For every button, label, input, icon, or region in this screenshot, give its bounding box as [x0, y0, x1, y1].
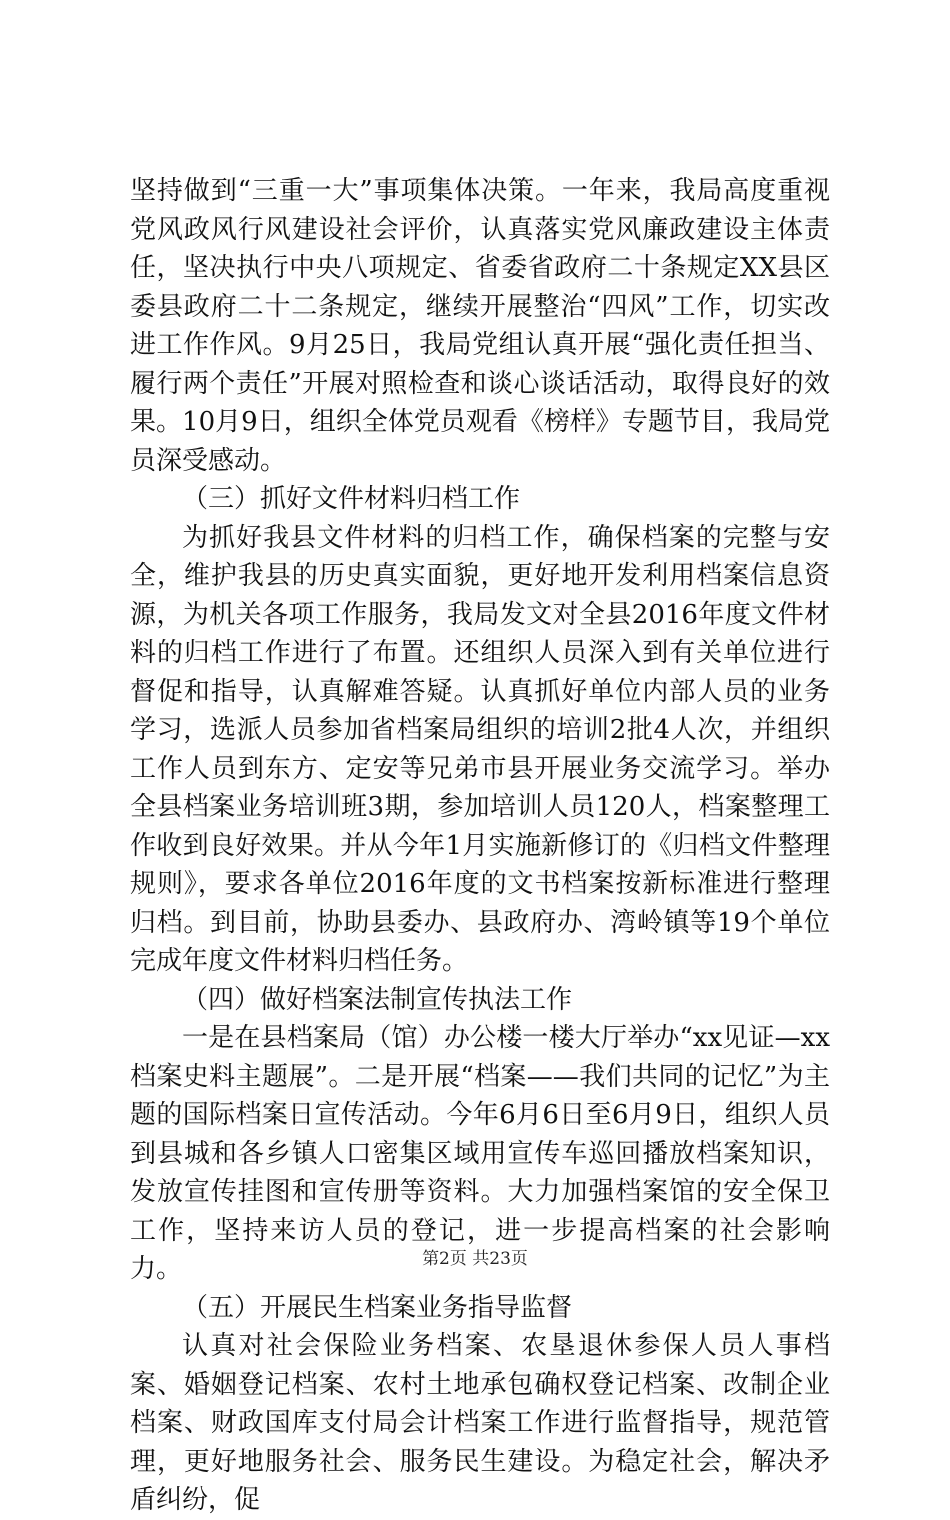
page-number-footer: 第2页 共23页: [422, 1249, 528, 1269]
document-body: [130, 172, 830, 1520]
paragraph-livelihood: 认真对社会保险业务档案、农垦退休参保人员人事档案、婚姻登记档案、农村土地承包确权登记档案、改制企业档案、财政国库支付局会计档案工作进行监督指导，规范管理，更好地服务社会、服务民生建设。为稳定社会，解决矛盾纠纷，促: [130, 1331, 830, 1515]
section-heading-4: （四）做好档案法制宣传执法工作: [182, 984, 573, 1015]
section-heading-3: （三）抓好文件材料归档工作: [182, 484, 521, 514]
paragraph-publicity: 一是在县档案局（馆）办公楼一楼大厅举办“xx见证—xx档案史料主题展”。二是开展“档案——我们共同的记忆”为主题的国际档案日宣传活动。今年6月6日至6月9日，组织人员到县城和各乡镇人口密集区域用宣传车巡回播放档案知识，发放宣传挂图和宣传册等资料。大力加强档案馆的安全保卫工作，坚持来访人员的登记，进一步提高档案的社会影响力。: [130, 1023, 830, 1284]
paragraph-archiving: 为抓好我县文件材料的归档工作，确保档案的完整与安全，维护我县的历史真实面貌，更好地开发利用档案信息资源，为机关各项工作服务，我局发文对全县2016年度文件材料的归档工作进行了布置。还组织人员深入到有关单位进行督促和指导，认真解难答疑。认真抓好单位内部人员的业务学习，选派人员参加省档案局组织的培训2批4人次，并组织工作人员到东方、定安等兄弟市县开展业务交流学习。举办全县档案业务培训班3期，参加培训人员120人，档案整理工作收到良好效果。并从今年1月实施新修订的《归档文件整理规则》，要求各单位2016年度的文书档案按新标准进行整理归档。到目前，协助县委办、县政府办、湾岭镇等19个单位完成年度文件材料归档任务。: [130, 522, 830, 976]
section-heading-5: （五）开展民生档案业务指导监督: [182, 1292, 573, 1323]
paragraph-continued: 坚持做到“三重一大”事项集体决策。一年来，我局高度重视党风政风行风建设社会评价，认真落实党风廉政建设主体责任，坚决执行中央八项规定、省委省政府二十条规定XX县区委县政府二十二条规定，继续开展整治“四风”工作，切实改进工作作风。9月25日，我局党组认真开展“强化责任担当、履行两个责任”开展对照检查和谈心谈话活动，取得良好的效果。10月9日，组织全体党员观看《榜样》专题节目，我局党员深受感动。: [130, 176, 830, 476]
